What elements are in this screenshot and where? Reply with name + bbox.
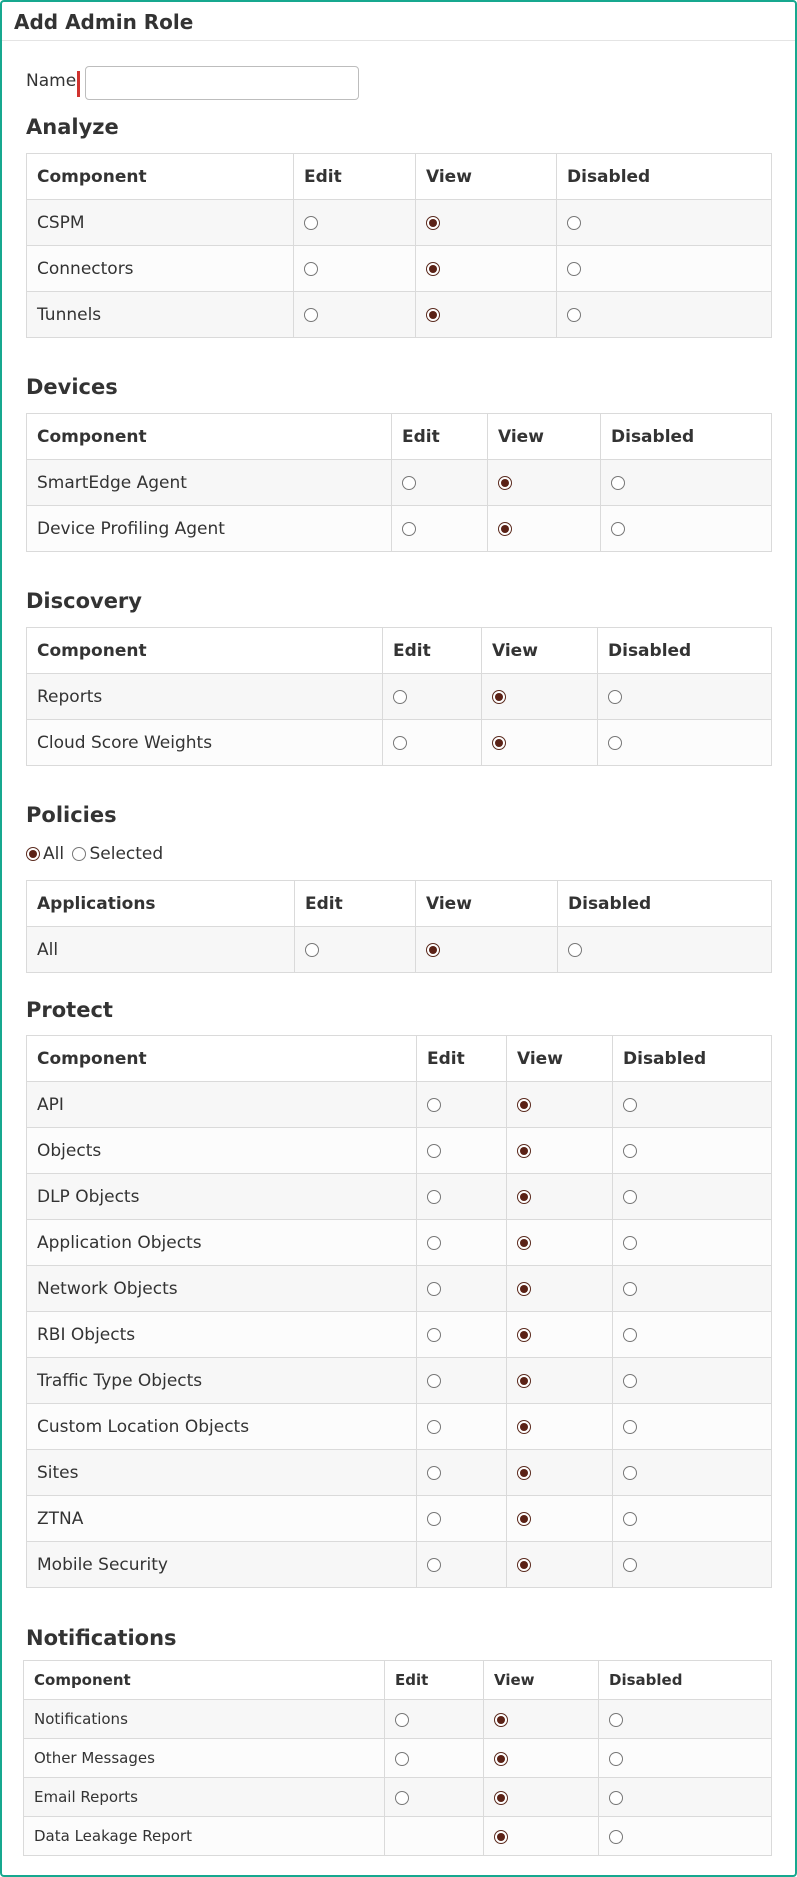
column-header-edit: Edit [417,1036,507,1082]
permission-radio-edit[interactable] [395,1752,409,1766]
permission-radio-view[interactable] [517,1466,531,1480]
permission-cell-view [482,674,598,720]
permission-cell-edit [294,292,416,338]
permission-cell-edit [294,200,416,246]
permission-cell-view [507,1496,613,1542]
component-name: Data Leakage Report [24,1817,385,1856]
column-header-edit: Edit [383,628,482,674]
name-input[interactable] [85,66,359,100]
column-header-view: View [484,1661,599,1700]
table-row [24,1817,772,1856]
column-header-view: View [488,414,601,460]
column-header-disabled: Disabled [599,1661,772,1700]
permission-cell-edit [417,1542,507,1588]
component-name: All [27,927,295,973]
permission-cell-disabled [613,1542,772,1588]
permission-cell-edit [385,1778,484,1817]
column-header-component: Component [27,1036,417,1082]
column-header-disabled: Disabled [598,628,772,674]
permission-radio-edit[interactable] [427,1374,441,1388]
table-row [27,1312,772,1358]
permission-radio-disabled[interactable] [623,1328,637,1342]
table-row [27,1404,772,1450]
permission-cell-edit [417,1082,507,1128]
permission-radio-edit[interactable] [393,736,407,750]
column-header-disabled: Disabled [613,1036,772,1082]
table-row [27,1128,772,1174]
component-name: Mobile Security [27,1542,417,1588]
scope-all-radio[interactable] [26,847,40,861]
devices-table [26,413,772,552]
permission-radio-disabled[interactable] [568,943,582,957]
component-name: Traffic Type Objects [27,1358,417,1404]
permission-cell-edit [417,1450,507,1496]
permission-cell-view [416,200,557,246]
permission-cell-edit [295,927,416,973]
permission-cell-disabled [598,674,772,720]
permission-cell-view [507,1404,613,1450]
permission-radio-edit[interactable] [395,1713,409,1727]
permission-cell-view [484,1700,599,1739]
component-name: Tunnels [27,292,294,338]
scope-all-label: All [43,844,65,864]
permission-cell-view [416,292,557,338]
permission-radio-view[interactable] [517,1420,531,1434]
table-row [27,460,772,506]
permission-radio-view[interactable] [426,262,440,276]
permission-cell-edit [417,1312,507,1358]
permission-radio-disabled[interactable] [623,1420,637,1434]
column-header-edit: Edit [295,881,416,927]
column-header-view: View [416,881,558,927]
permission-cell-view [507,1266,613,1312]
permission-radio-view[interactable] [492,736,506,750]
column-header-component: Component [24,1661,385,1700]
permission-cell-view [507,1082,613,1128]
permission-cell-edit [417,1128,507,1174]
component-name: Device Profiling Agent [27,506,392,552]
required-indicator [77,71,80,97]
permission-cell-disabled [599,1778,772,1817]
permission-radio-view[interactable] [498,476,512,490]
permission-cell-view [488,460,601,506]
permission-cell-disabled [599,1739,772,1778]
permission-cell-disabled [599,1700,772,1739]
table-row [27,1174,772,1220]
permission-cell-view [482,720,598,766]
permission-radio-view[interactable] [494,1791,508,1805]
discovery-table [26,627,772,766]
permission-cell-view [507,1450,613,1496]
component-name: Sites [27,1450,417,1496]
permission-radio-view[interactable] [426,308,440,322]
permission-radio-edit[interactable] [427,1190,441,1204]
permission-radio-edit[interactable] [393,690,407,704]
dialog-header [2,2,795,41]
permission-cell-view [507,1174,613,1220]
table-row [27,1220,772,1266]
permission-radio-disabled[interactable] [567,262,581,276]
table-row [24,1700,772,1739]
column-header-view: View [507,1036,613,1082]
permission-cell-view [507,1128,613,1174]
table-row [27,720,772,766]
permission-radio-view[interactable] [426,943,440,957]
permission-radio-edit[interactable] [395,1791,409,1805]
scope-selected-radio[interactable] [72,847,86,861]
permission-cell-edit [392,506,488,552]
permission-radio-edit[interactable] [305,943,319,957]
permission-radio-disabled[interactable] [609,1791,623,1805]
permission-radio-edit[interactable] [427,1466,441,1480]
permission-radio-disabled[interactable] [609,1830,623,1844]
permission-cell-edit [294,246,416,292]
name-label: Name [26,71,77,91]
table-header-row [27,154,772,200]
table-row [27,506,772,552]
section-title-protect: Protect [26,998,113,1022]
column-header-applications: Applications [27,881,295,927]
permission-cell-view [484,1778,599,1817]
table-row [27,1082,772,1128]
section-title-notifications: Notifications [26,1626,177,1650]
permission-radio-disabled[interactable] [608,736,622,750]
permission-radio-disabled[interactable] [623,1558,637,1572]
permission-radio-view[interactable] [426,216,440,230]
component-name: Application Objects [27,1220,417,1266]
table-row [24,1739,772,1778]
component-name: Email Reports [24,1778,385,1817]
permission-radio-disabled[interactable] [623,1466,637,1480]
section-title-discovery: Discovery [26,589,142,613]
column-header-disabled: Disabled [601,414,772,460]
column-header-edit: Edit [385,1661,484,1700]
column-header-edit: Edit [294,154,416,200]
protect-table [26,1035,772,1588]
column-header-disabled: Disabled [558,881,772,927]
permission-radio-view[interactable] [517,1558,531,1572]
permission-cell-edit [417,1404,507,1450]
component-name: Objects [27,1128,417,1174]
permission-cell-view [507,1312,613,1358]
permission-radio-view[interactable] [494,1752,508,1766]
permission-cell-disabled [598,720,772,766]
permission-radio-disabled[interactable] [623,1512,637,1526]
permission-cell-edit [417,1266,507,1312]
section-title-policies: Policies [26,803,117,827]
permission-cell-disabled [601,460,772,506]
table-row [27,1542,772,1588]
permission-radio-edit[interactable] [427,1328,441,1342]
permission-radio-edit[interactable] [304,262,318,276]
component-name: ZTNA [27,1496,417,1542]
permission-cell-edit [383,674,482,720]
table-row [27,292,772,338]
permission-radio-edit[interactable] [427,1558,441,1572]
permission-cell-edit [417,1174,507,1220]
permission-cell-disabled [613,1128,772,1174]
permission-radio-disabled[interactable] [623,1282,637,1296]
permission-cell-view [416,927,558,973]
permission-cell-edit [385,1700,484,1739]
permission-cell-disabled [613,1220,772,1266]
permission-cell-view [507,1220,613,1266]
component-name: Notifications [24,1700,385,1739]
permission-radio-view[interactable] [517,1328,531,1342]
permission-cell-disabled [613,1082,772,1128]
permission-radio-edit[interactable] [304,308,318,322]
component-name: Connectors [27,246,294,292]
permission-radio-view[interactable] [498,522,512,536]
permission-radio-edit[interactable] [402,476,416,490]
column-header-component: Component [27,154,294,200]
component-name: Cloud Score Weights [27,720,383,766]
component-name: DLP Objects [27,1174,417,1220]
permission-radio-edit[interactable] [304,216,318,230]
column-header-edit: Edit [392,414,488,460]
section-title-devices: Devices [26,375,118,399]
permission-cell-edit [392,460,488,506]
permission-cell-disabled [613,1174,772,1220]
permission-cell-edit [417,1496,507,1542]
permission-cell-edit [417,1220,507,1266]
component-name: Reports [27,674,383,720]
permission-cell-edit [417,1358,507,1404]
policy-scope-radio-group [26,844,166,864]
permission-radio-disabled[interactable] [623,1236,637,1250]
column-header-component: Component [27,414,392,460]
permission-cell-disabled [557,246,772,292]
permission-cell-view [507,1358,613,1404]
permission-radio-disabled[interactable] [623,1144,637,1158]
column-header-component: Component [27,628,383,674]
permission-cell-disabled [613,1266,772,1312]
table-row [27,246,772,292]
permission-radio-edit[interactable] [427,1236,441,1250]
table-row [27,927,772,973]
table-header-row [24,1661,772,1700]
permission-radio-edit[interactable] [427,1512,441,1526]
table-row [27,1450,772,1496]
permission-radio-edit[interactable] [402,522,416,536]
permission-radio-disabled[interactable] [609,1752,623,1766]
permission-cell-edit [383,720,482,766]
permission-radio-disabled[interactable] [623,1190,637,1204]
section-title-analyze: Analyze [26,115,119,139]
permission-cell-view [507,1542,613,1588]
permission-radio-disabled[interactable] [567,216,581,230]
table-row [27,674,772,720]
permission-radio-view[interactable] [517,1144,531,1158]
column-header-disabled: Disabled [557,154,772,200]
table-row [27,1266,772,1312]
permission-cell-view [484,1739,599,1778]
permission-radio-view[interactable] [517,1236,531,1250]
permission-radio-edit[interactable] [427,1282,441,1296]
permission-cell-view [484,1817,599,1856]
component-name: Other Messages [24,1739,385,1778]
notifications-table [23,1660,772,1856]
permission-radio-disabled[interactable] [623,1098,637,1112]
permission-radio-edit[interactable] [427,1098,441,1112]
table-header-row [27,414,772,460]
permission-radio-edit[interactable] [427,1144,441,1158]
component-name: CSPM [27,200,294,246]
permission-radio-view[interactable] [494,1830,508,1844]
permission-cell-disabled [558,927,772,973]
permission-radio-view[interactable] [517,1512,531,1526]
permission-cell-disabled [557,200,772,246]
table-header-row [27,628,772,674]
table-header-row [27,881,772,927]
permission-radio-disabled[interactable] [567,308,581,322]
table-row [27,1358,772,1404]
permission-radio-disabled[interactable] [623,1374,637,1388]
permission-cell-disabled [613,1358,772,1404]
permission-cell-edit [385,1817,484,1856]
component-name: SmartEdge Agent [27,460,392,506]
permission-radio-view[interactable] [517,1374,531,1388]
permission-radio-disabled[interactable] [608,690,622,704]
permission-cell-disabled [601,506,772,552]
permission-radio-disabled[interactable] [611,476,625,490]
scope-selected-label: Selected [89,844,164,864]
analyze-table [26,153,772,338]
column-header-view: View [482,628,598,674]
column-header-view: View [416,154,557,200]
permission-cell-view [416,246,557,292]
permission-cell-disabled [613,1312,772,1358]
permission-cell-disabled [613,1404,772,1450]
permission-radio-view[interactable] [492,690,506,704]
table-header-row [27,1036,772,1082]
permission-radio-disabled[interactable] [609,1713,623,1727]
permission-radio-edit[interactable] [427,1420,441,1434]
permission-cell-disabled [599,1817,772,1856]
table-row [27,200,772,246]
permission-cell-disabled [613,1450,772,1496]
component-name: RBI Objects [27,1312,417,1358]
permission-radio-disabled[interactable] [611,522,625,536]
permission-cell-disabled [557,292,772,338]
permission-cell-view [488,506,601,552]
permission-cell-edit [385,1739,484,1778]
component-name: API [27,1082,417,1128]
permission-cell-disabled [613,1496,772,1542]
permission-radio-view[interactable] [517,1190,531,1204]
table-row [24,1778,772,1817]
dialog-title: Add Admin Role [14,10,194,34]
component-name: Network Objects [27,1266,417,1312]
table-row [27,1496,772,1542]
component-name: Custom Location Objects [27,1404,417,1450]
permission-radio-view[interactable] [517,1282,531,1296]
permission-radio-view[interactable] [494,1713,508,1727]
permission-radio-view[interactable] [517,1098,531,1112]
policies-table [26,880,772,973]
